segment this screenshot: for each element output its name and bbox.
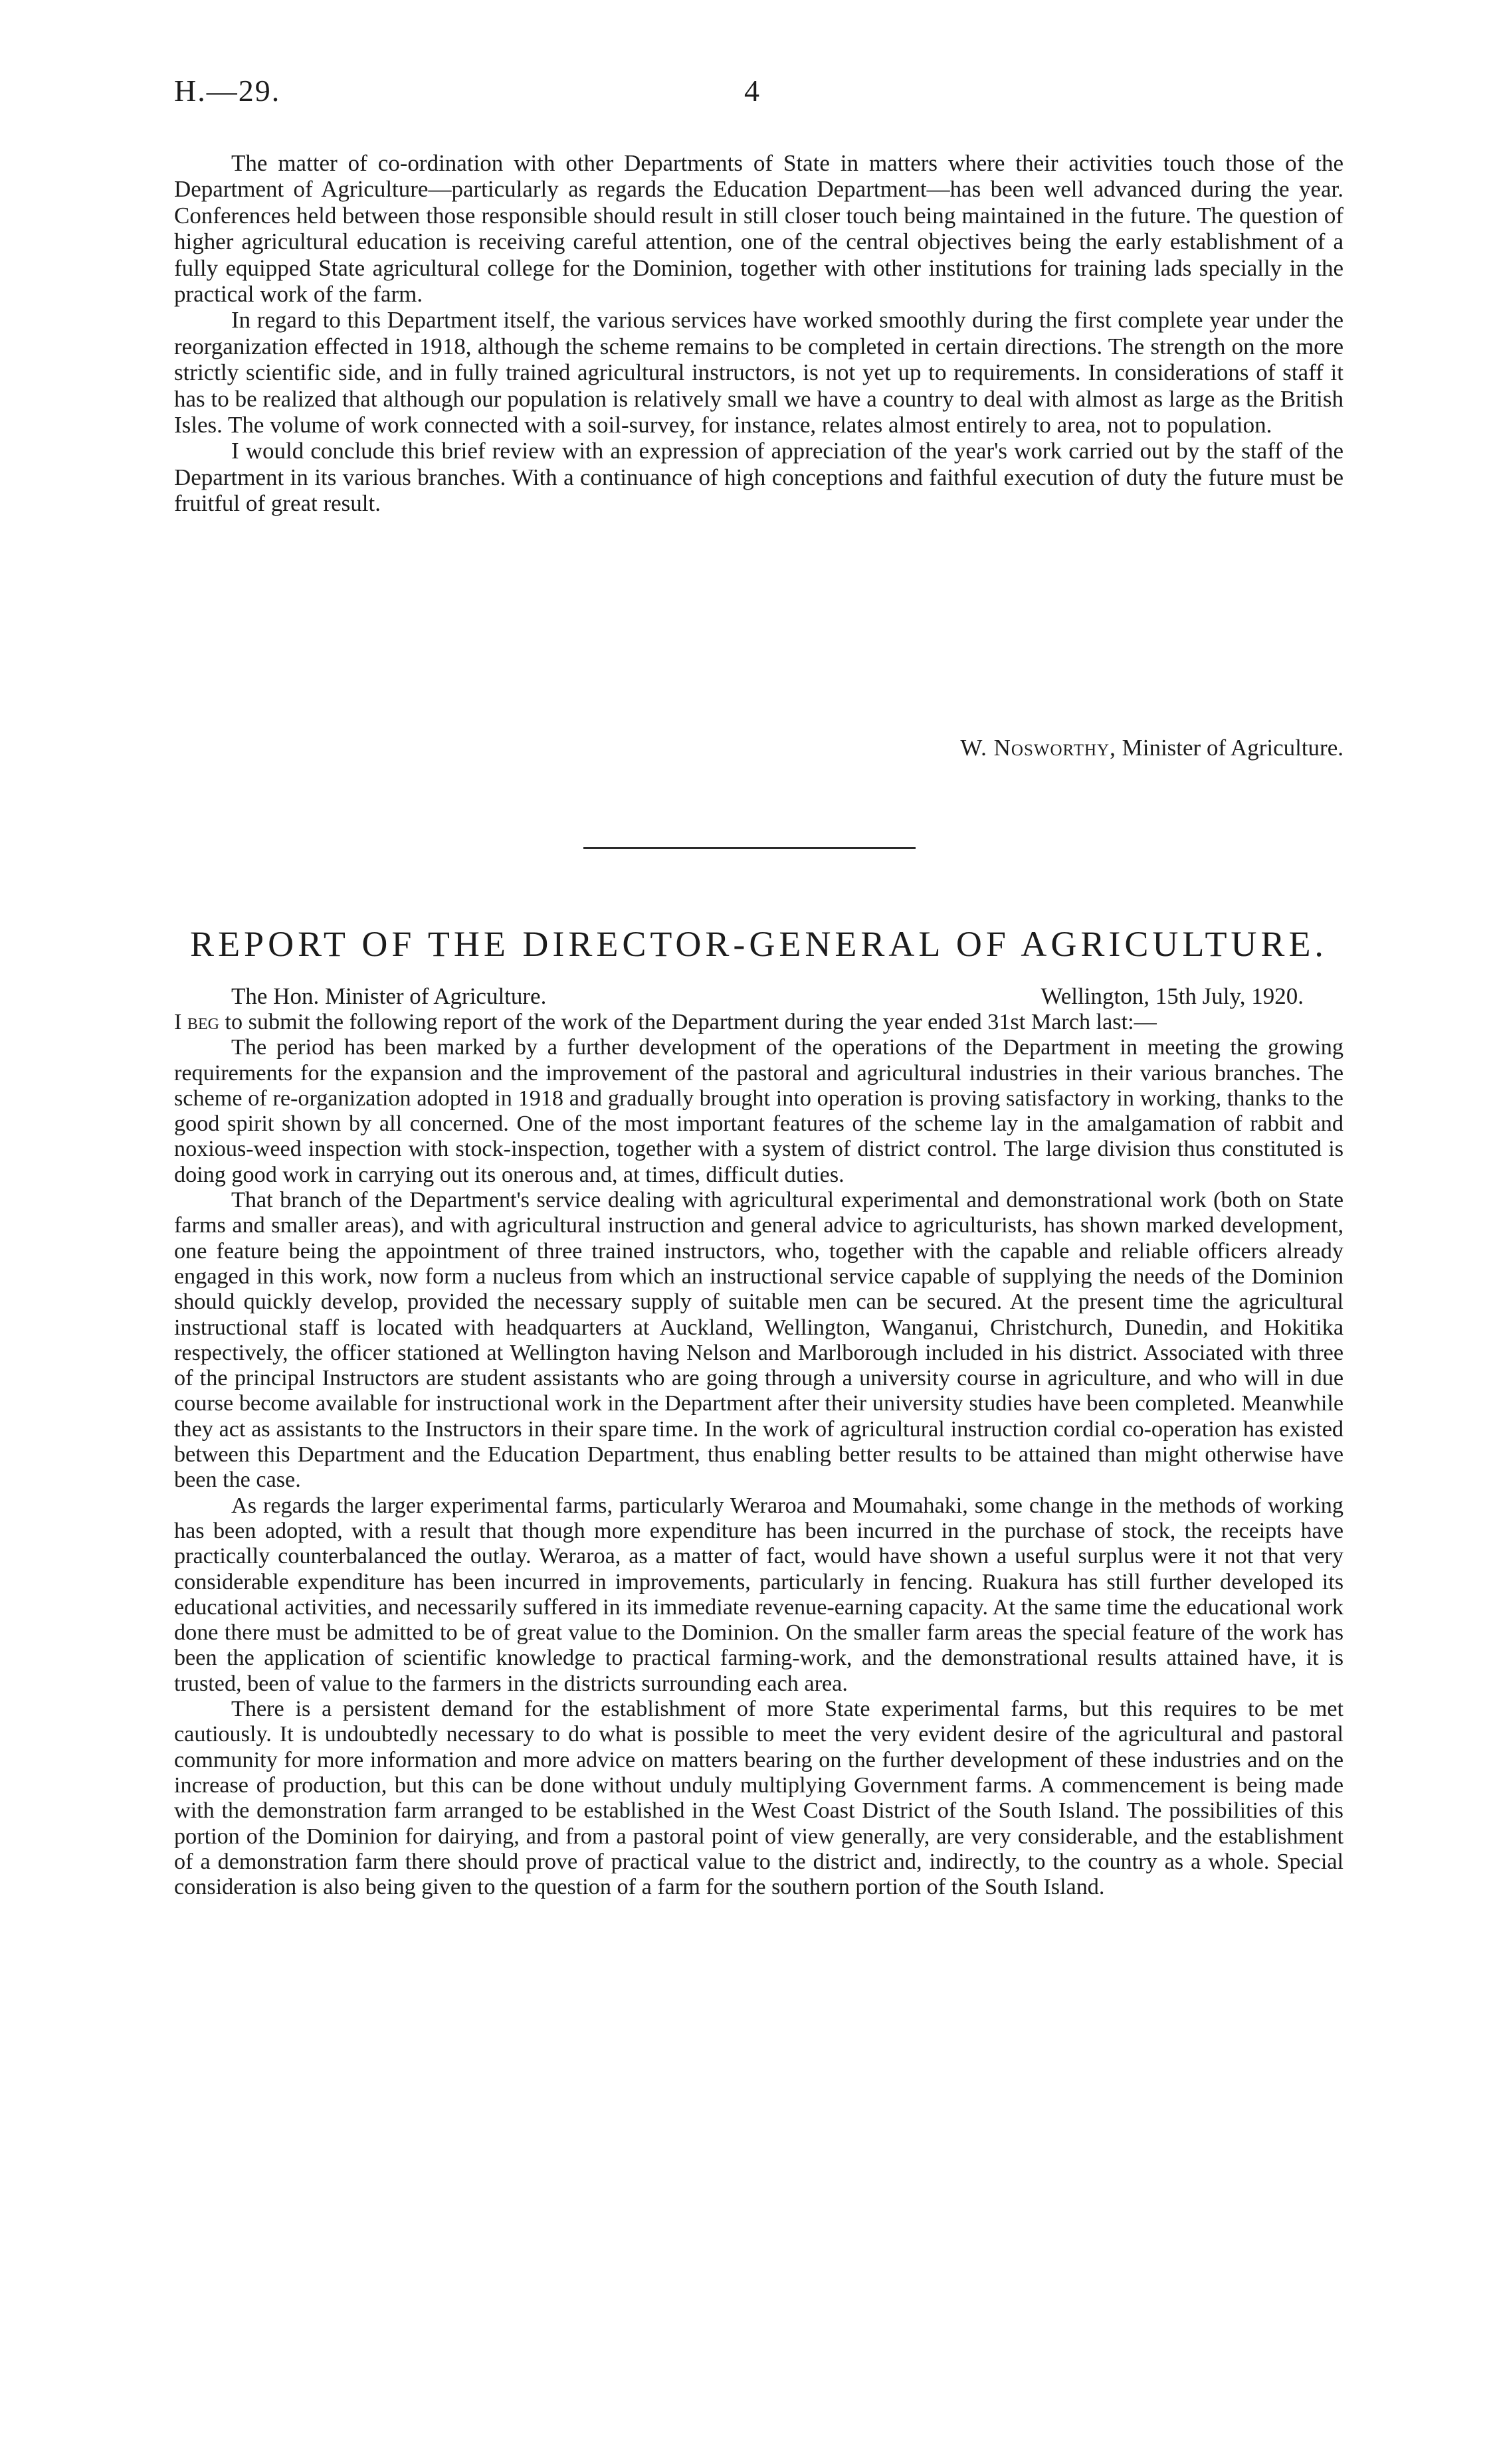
page-number: 4 [744, 74, 759, 108]
report-paragraph: There is a persistent demand for the establishment of more State experimental farms, but this requires to be met cautiously. It is undoubtedly necessary to do what is possible to meet the very evident desire of the agricultural and pastoral community for more information and more advice on matters bearing on the further development of these industries and on the increase of production, but this can be done without unduly multiplying Government farms. A commencement is being made with the demonstration farm arranged to be established in the West Coast District of the South Island. The possibilities of this portion of the Dominion for dairying, and from a pastoral point of view generally, are very considerable, and the establishment of a demonstration farm there should prove of practical value to the district and, indirectly, to the country as a whole. Special consideration is also being given to the question of a farm for the southern portion of the South Island. [174, 1697, 1343, 1900]
signature-name: W. Nosworthy, [960, 735, 1116, 761]
opening-paragraph [174, 1010, 1343, 1035]
minister-statement [174, 150, 1343, 761]
intro-paragraph: The matter of co-ordination with other Departments of State in matters where their activities touch those of the Department of Agriculture—particularly as regards the Education Department—has been well advanced during the year. Conferences held between those responsible should result in still closer touch being maintained in the future. The question of higher agricultural education is receiving careful attention, one of the central objectives being the early establishment of a fully equipped State agricultural college for the Dominion, together with other institutions for training lads specially in the practical work of the farm. [174, 150, 1343, 308]
minister-signature [960, 735, 1343, 761]
opening-text: to submit the following report of the work of the Department during the year ended 31st March last:— [225, 1010, 1157, 1034]
director-general-report [174, 983, 1343, 1900]
opening-word: I beg [174, 1010, 219, 1034]
report-paragraph: As regards the larger experimental farms, particularly Weraroa and Moumahaki, some change in the methods of working has been adopted, with a result that though more expenditure has been incurred in the purchase of stock, the receipts have practically counterbalanced the outlay. Weraroa, as a matter of fact, would have shown a useful surplus were it not that very considerable expenditure has been incurred in improvements, particularly in fencing. Ruakura has still further developed its educational activities, and necessarily suffered in its immediate revenue-earning capacity. At the same time the educational work done there must be admitted to be of great value to the Dominion. On the smaller farm areas the special feature of the work has been the application of scientific knowledge to practical farming-work, and the demonstrational results attained have, it is trusted, been of value to the farmers in the districts surrounding each area. [174, 1493, 1343, 1696]
address-line [174, 983, 1343, 1010]
page-reference: H.—29. [174, 74, 281, 108]
report-addressee: The Hon. Minister of Agriculture. [231, 983, 547, 1009]
report-paragraph: The period has been marked by a further development of the operations of the Department in meeting the growing requirements for the expansion and the improvement of the pastoral and agricultural industries in their various branches. The scheme of re-organization adopted in 1918 and gradually brought into operation is proving satisfactory in working, thanks to the good spirit shown by all concerned. One of the most important features of the scheme lay in the amalgamation of rabbit and noxious-weed inspection with stock-inspection, together with a system of district control. The large division thus constituted is doing good work in carrying out its onerous and, at times, difficult duties. [174, 1035, 1343, 1187]
intro-paragraph: In regard to this Department itself, the various services have worked smoothly during the first complete year under the reorganization effected in 1918, although the scheme remains to be completed in certain directions. The strength on the more strictly scientific side, and in fully trained agricultural instructors, is not yet up to requirements. In considerations of staff it has to be realized that although our population is relatively small we have a country to deal with almost as large as the British Isles. The volume of work connected with a soil-survey, for instance, relates almost entirely to area, not to population. [174, 307, 1343, 438]
section-divider [583, 847, 916, 849]
signature-title: Minister of Agriculture. [1122, 735, 1343, 761]
report-place-date: Wellington, 15th July, 1920. [1041, 983, 1304, 1009]
intro-paragraph: I would conclude this brief review with an expression of appreciation of the year's work carried out by the staff of the Department in its various branches. With a continuance of high conceptions and faithful execution of duty the future must be fruitful of great result. [174, 438, 1343, 517]
report-title: REPORT OF THE DIRECTOR-GENERAL OF AGRICULTURE. [190, 924, 1328, 964]
report-paragraph: That branch of the Department's service dealing with agricultural experimental and demonstrational work (both on State farms and smaller areas), and with agricultural instruction and general advice to agriculturists, has shown marked development, one feature being the appointment of three trained instructors, who, together with the capable and reliable officers already engaged in this work, now form a nucleus from which an instructional service capable of supplying the needs of the Dominion should quickly develop, provided the necessary supply of suitable men can be secured. At the present time the agricultural instructional staff is located with headquarters at Auckland, Wellington, Wanganui, Christchurch, Dunedin, and Hokitika respectively, the officer stationed at Wellington having Nelson and Marlborough included in his district. Associated with three of the principal Instructors are student assistants who are going through a university course in agriculture, and who will in due course become available for instructional work in the Department after their university studies have been completed. Meanwhile they act as assistants to the Instructors in their spare time. In the work of agricultural instruction cordial co-operation has existed between this Department and the Education Department, thus enabling better results to be attained than might otherwise have been the case. [174, 1188, 1343, 1493]
